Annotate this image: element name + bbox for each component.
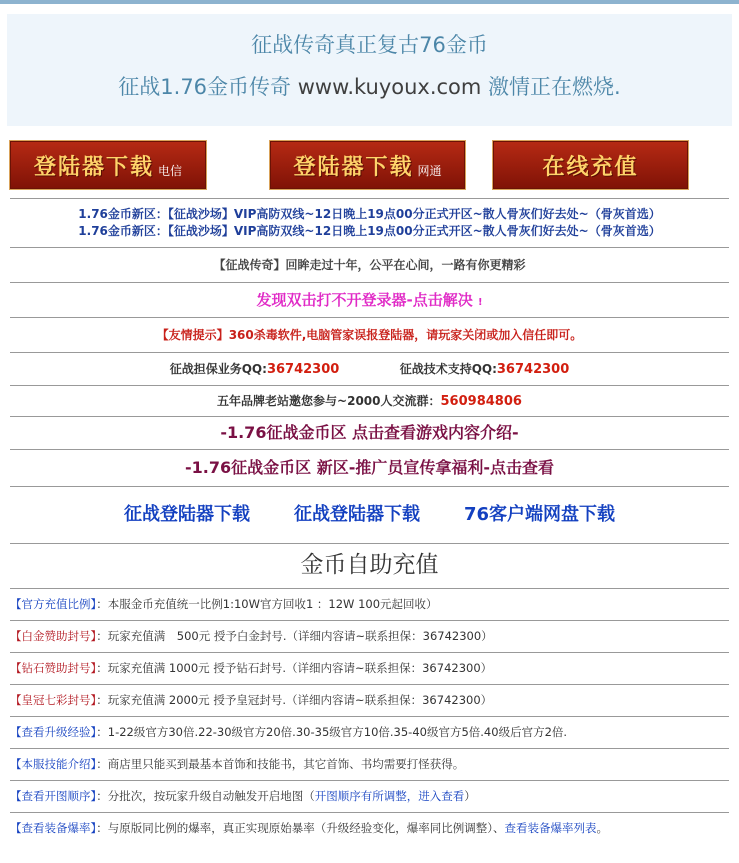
- banner-title: 征战传奇真正复古76金币: [251, 33, 488, 57]
- info-row: [10, 620, 729, 652]
- group-label: 五年品牌老站邀您参与~2000人交流群：: [217, 394, 441, 408]
- info-tag[interactable]: 【皇冠七彩封号】: [10, 693, 97, 707]
- info-row: [10, 684, 729, 716]
- info-text: ：1-22级官方30倍.22-30级官方20倍.30-35级官方10倍.35-40级官方5倍.40级后官方2倍.: [96, 725, 568, 739]
- recharge-section-title: 金币自助充值: [10, 543, 729, 588]
- service-qq-number: 36742300: [266, 362, 340, 377]
- info-tag[interactable]: 【官方充值比例】: [10, 597, 97, 611]
- info-text: ：本服金币充值统一比例1:10W官方回收1 ：12W 100元起回收）: [96, 597, 438, 611]
- info-tag[interactable]: 【钻石赞助封号】: [10, 661, 97, 675]
- tech-qq-label: 征战技术支持QQ:: [399, 362, 497, 376]
- tip-body: 360杀毒软件,电脑管家误报登陆器，请玩家关闭或加入信任即可。: [228, 328, 583, 342]
- friendly-tip-row: [10, 317, 729, 352]
- info-text: ：玩家充值满 1000元 授予钻石封号.（详细内容请~联系担保：36742300）: [96, 661, 493, 675]
- button-sub-label: 电信: [158, 163, 183, 178]
- info-row: [10, 812, 729, 844]
- info-text: ：玩家充值满 500元 授予白金封号.（详细内容请~联系担保：36742300）: [96, 629, 493, 643]
- game-intro-link[interactable]: -1.76征战金币区 点击查看游戏内容介绍-: [10, 416, 729, 449]
- info-text-after: ）: [464, 789, 476, 803]
- fix-login-row[interactable]: [10, 282, 729, 317]
- map-order-link[interactable]: 开图顺序有所调整，进入查看: [314, 789, 465, 803]
- launcher-download-telecom-button[interactable]: [9, 140, 207, 190]
- news-item[interactable]: 1.76金币新区：【征战沙场】VIP高防双线~12日晚上19点00分正式开区~散人骨灰们好去处~（骨灰首选）: [78, 207, 661, 221]
- button-label: 登陆器下载: [293, 153, 414, 180]
- download-button-row: [0, 140, 739, 198]
- tip-heading: 【友情提示】: [156, 328, 229, 342]
- launcher-download-netcom-button[interactable]: [269, 140, 466, 190]
- group-number: 560984806: [440, 394, 522, 409]
- button-label: 登陆器下载: [33, 153, 154, 180]
- tech-qq-number: 36742300: [496, 362, 570, 377]
- fix-login-link[interactable]: 发现双击打不开登录器-点击解决: [256, 291, 473, 309]
- info-text: ：与原版同比例的爆率，真正实现原始暴率（升级经验变化，爆率同比例调整）、: [96, 821, 505, 835]
- info-tag[interactable]: 【白金赞助封号】: [10, 629, 97, 643]
- button-label: 在线充值: [542, 153, 639, 180]
- news-item[interactable]: 1.76金币新区：【征战沙场】VIP高防双线~12日晚上19点00分正式开区~散人骨灰们好去处~（骨灰首选）: [78, 224, 661, 238]
- top-bar: [0, 0, 739, 4]
- banner-subtitle: [7, 60, 732, 102]
- info-text: ：玩家充值满 2000元 授予皇冠封号.（详细内容请~联系担保：36742300）: [96, 693, 493, 707]
- info-row: [10, 588, 729, 620]
- group-row: [10, 385, 729, 416]
- launcher-download-link-2[interactable]: 征战登陆器下载: [293, 504, 420, 525]
- download-links-row: [10, 486, 729, 543]
- drop-rate-list-link[interactable]: 查看装备爆率列表: [504, 821, 597, 835]
- client-netdisk-download-link[interactable]: 76客户端网盘下载: [463, 504, 616, 525]
- info-list: [0, 588, 739, 844]
- info-row: [10, 748, 729, 780]
- info-row: [10, 780, 729, 812]
- info-tag[interactable]: 【本服技能介绍】: [10, 757, 97, 771]
- button-sub-label: 网通: [417, 163, 442, 178]
- info-tag[interactable]: 【查看开图顺序】: [10, 789, 97, 803]
- info-row: [10, 652, 729, 684]
- contact-qq-row: [10, 352, 729, 385]
- info-text-after: 。: [596, 821, 608, 835]
- info-text: ：分批次，按玩家升级自动触发开启地图（: [96, 789, 315, 803]
- service-qq-label: 征战担保业务QQ:: [169, 362, 267, 376]
- exclamation-mark: !: [477, 297, 483, 308]
- info-row: [10, 716, 729, 748]
- site-url[interactable]: www.kuyoux.com: [297, 75, 482, 99]
- promoter-link[interactable]: -1.76征战金币区 新区-推广员宣传拿福利-点击查看: [10, 449, 729, 486]
- news-block: [10, 198, 729, 247]
- info-text: ：商店里只能买到最基本首饰和技能书，其它首饰、书均需要打怪获得。: [96, 757, 465, 771]
- subtitle-suffix: 激情正在燃烧.: [481, 75, 621, 99]
- header-banner: [7, 14, 732, 126]
- slogan-row: 【征战传奇】回眸走过十年，公平在心间，一路有你更精彩: [10, 247, 729, 282]
- info-tag[interactable]: 【查看升级经验】: [10, 725, 97, 739]
- info-tag[interactable]: 【查看装备爆率】: [10, 821, 97, 835]
- online-recharge-button[interactable]: [492, 140, 689, 190]
- launcher-download-link-1[interactable]: 征战登陆器下载: [123, 504, 250, 525]
- subtitle-prefix: 征战1.76金币传奇: [118, 75, 298, 99]
